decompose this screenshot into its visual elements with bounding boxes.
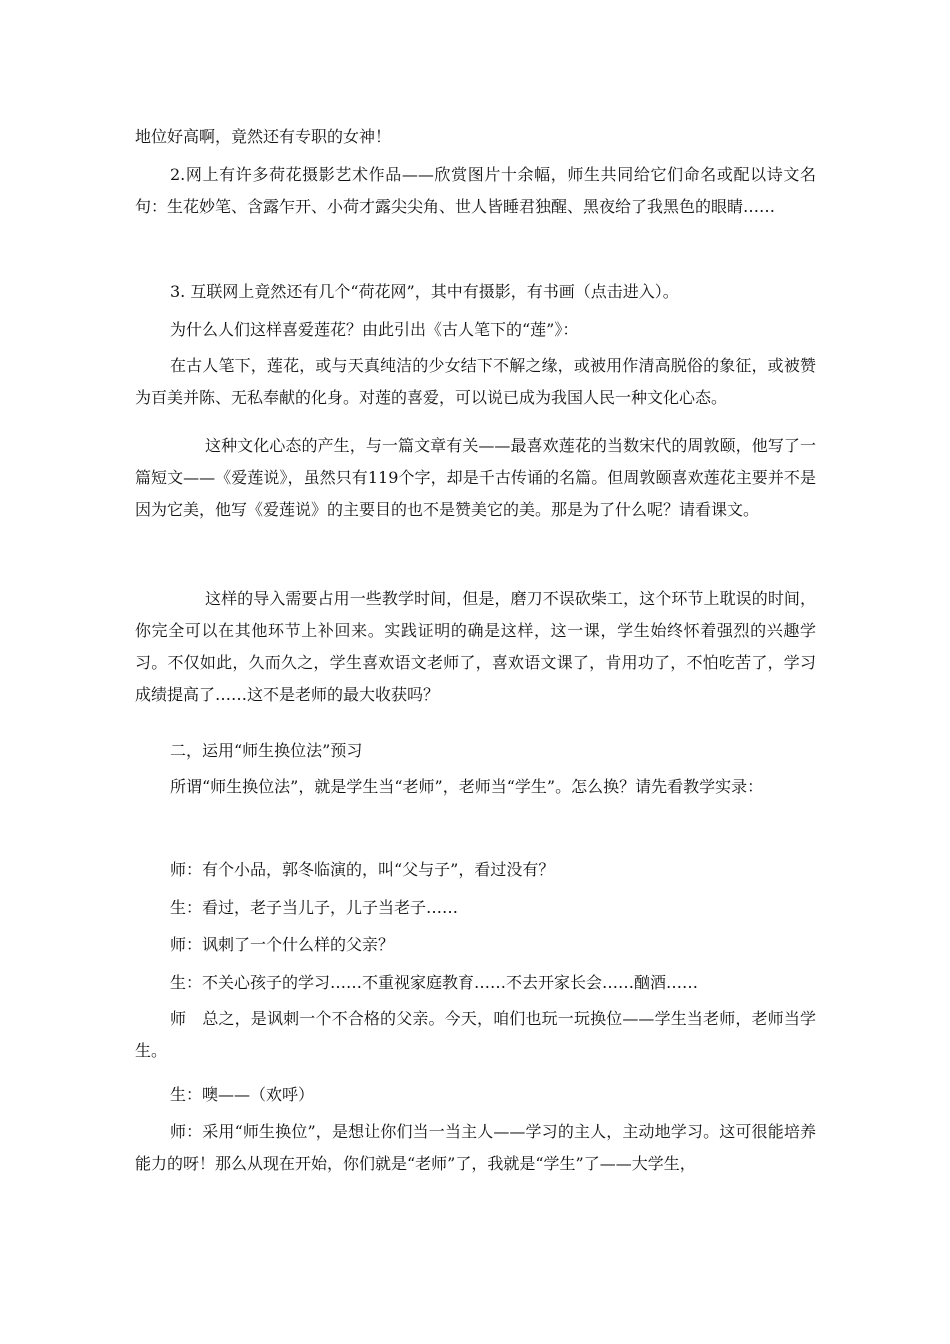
paragraph-goddess: 地位好高啊，竟然还有专职的女神！ (135, 127, 392, 146)
paragraph-ancient-writers: 在古人笔下，莲花，或与天真纯洁的少女结下不解之缘，或被用作清高脱俗的象征，或被赞为百美并陈、无私奉献的化身。对莲的喜爱，可以说已成为我国人民一种文化心态。 (135, 356, 816, 407)
paragraph-teaching-time: 这样的导入需要占用一些教学时间，但是，磨刀不误砍柴工，这个环节上耽误的时间，你完全可以在其他环节上补回来。实践证明的确是这样，这一课，学生始终怀着强烈的兴趣学习。不仅如此，久而久之，学生喜欢语文老师了，喜欢语文课了，肯用功了，不怕吃苦了，学习成绩提高了……这不是老师的最大收获吗？ (135, 589, 816, 704)
paragraph-photo-works: 2.网上有许多荷花摄影艺术作品——欣赏图片十余幅，师生共同给它们命名或配以诗文名句：生花妙笔、含露乍开、小荷才露尖尖角、世人皆睡君独醒、黑夜给了我黑色的眼睛…… (135, 165, 816, 216)
dialogue-line: 生：看过，老子当儿子，儿子当老子…… (170, 898, 459, 917)
dialogue-line: 师：讽刺了一个什么样的父亲？ (170, 935, 395, 954)
dialogue-line: 师：有个小品，郭冬临演的，叫“父与子”，看过没有？ (170, 860, 555, 879)
dialogue-line: 生：不关心孩子的学习……不重视家庭教育……不去开家长会……酗酒…… (170, 973, 699, 992)
paragraph-zhou-dunyi: 这种文化心态的产生，与一篇文章有关——最喜欢莲花的当数宋代的周敦颐，他写了一篇短文——《爱莲说》，虽然只有119个字，却是千古传诵的名篇。但周敦颐喜欢莲花主要并不是因为它美，他写《爱莲说》的主要目的也不是赞美它的美。那是为了什么呢？请看课文。 (135, 436, 816, 519)
section-heading-role-swap: 二，运用“师生换位法”预习 (170, 741, 363, 760)
paragraph-role-swap-definition: 所谓“师生换位法”，就是学生当“老师”，老师当“学生”。怎么换？请先看教学实录： (170, 777, 764, 796)
dialogue-line: 师：采用“师生换位”，是想让你们当一当主人——学习的主人，主动地学习。这可很能培养能力的呀！那么从现在开始，你们就是“老师”了，我就是“学生”了——大学生， (135, 1122, 816, 1173)
dialogue-line: 生：噢——（欢呼） (170, 1085, 315, 1104)
dialogue-line: 师 总之，是讽刺一个不合格的父亲。今天，咱们也玩一玩换位——学生当老师，老师当学生。 (135, 1009, 816, 1060)
paragraph-lotus-websites: 3. 互联网上竟然还有几个“荷花网”，其中有摄影，有书画（点击进入）。 (170, 282, 679, 301)
paragraph-why-love-lotus: 为什么人们这样喜爱莲花？由此引出《古人笔下的“莲”》： (170, 320, 579, 339)
